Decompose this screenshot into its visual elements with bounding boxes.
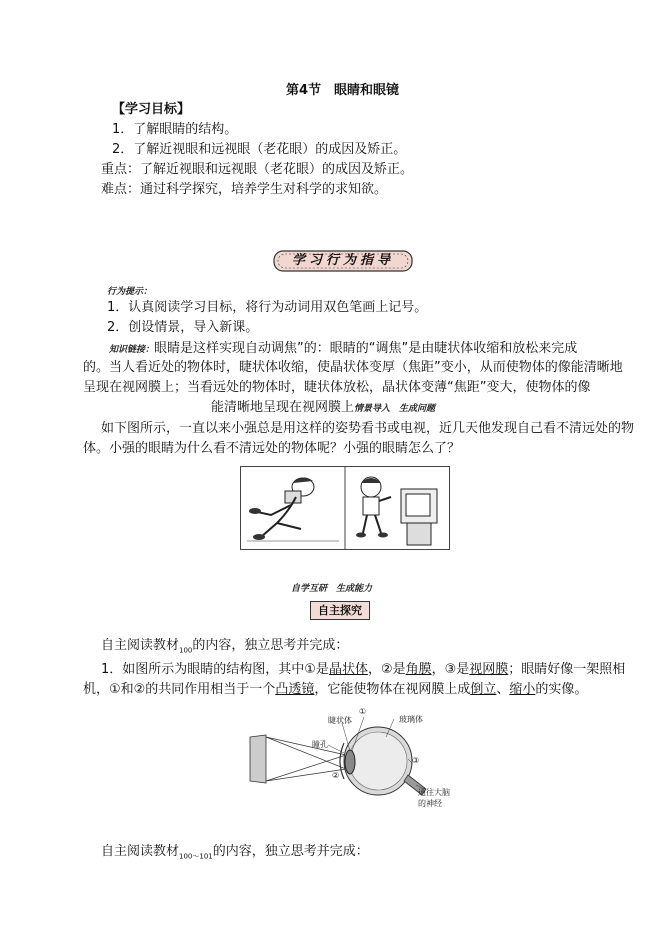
answer-convex-lens: 凸透镜 — [275, 682, 315, 697]
link-line-4 — [211, 399, 435, 418]
label-nerve-1: 通往大脑 — [418, 788, 450, 797]
q1-sep: 、 — [496, 682, 510, 697]
answer-reduced: 缩小 — [509, 682, 536, 697]
page-title: 第4节 眼睛和眼镜 — [286, 83, 400, 98]
question-1-line-2 — [83, 681, 587, 699]
q1-pre: 1．如图所示为眼睛的结构图，其中①是 — [101, 662, 329, 677]
answer-lens: 晶状体 — [328, 662, 368, 677]
read-1-page: 100 — [179, 646, 193, 655]
link-text-4: 能清晰地呈现在视网膜上 — [211, 400, 355, 415]
q1-l2-pre: 机，①和②的共同作用相当于一个 — [83, 682, 276, 697]
answer-inverted: 倒立 — [470, 682, 497, 697]
read-2-post: 的内容，独立思考并完成： — [212, 844, 369, 859]
label-num-3: ③ — [412, 756, 420, 765]
step-2: 2．创设情景，导入新课。 — [107, 320, 259, 335]
read-2-page: 100～101 — [179, 852, 213, 861]
label-pupil: 瞳孔 — [312, 740, 328, 749]
goal-2: 2．了解近视眼和远视眼（老花眼）的成因及矫正。 — [112, 142, 407, 157]
q1-post: ；眼睛好像一架照相 — [508, 662, 626, 677]
q1-l2-post: 的实像。 — [535, 682, 588, 697]
cartoon-drawing — [241, 467, 449, 549]
link-line-3: 呈现在视网膜上；当看远处的物体时，睫状体放松，晶状体变薄“焦距”变大，使物体的像 — [83, 380, 591, 395]
label-num-1: ① — [359, 707, 367, 716]
read-1-pre: 自主阅读教材 — [101, 638, 180, 653]
read-1-post: 的内容，独立思考并完成： — [192, 638, 349, 653]
label-num-2: ② — [332, 771, 340, 780]
link-line-1 — [109, 340, 577, 359]
question-1-line-1 — [101, 661, 625, 679]
difficulty: 难点：通过科学探究，培养学生对科学的求知欲。 — [101, 182, 388, 197]
link-label: 知识链接： — [109, 345, 155, 355]
link-text-1: 眼睛是这样实现自动调焦”的：眼睛的“调焦”是由睫状体收缩和放松来完成 — [154, 341, 578, 356]
para-1a: 如下图所示，一直以来小强总是用这样的姿势看书或电视，近几天他发现自己看不清远处的物 — [101, 421, 635, 436]
label-ciliary: 睫状体 — [328, 716, 352, 725]
read-1 — [101, 637, 348, 660]
q1-l2-mid: ，它能使物体在视网膜上成 — [314, 682, 471, 697]
goals-heading: 【学习目标】 — [112, 102, 191, 117]
label-nerve-2: 的神经 — [418, 799, 442, 808]
read-2-pre: 自主阅读教材 — [101, 844, 180, 859]
banner-text: 学习行为指导 — [291, 253, 394, 268]
goal-1: 1．了解眼睛的结构。 — [112, 122, 238, 137]
hint-label: 行为提示： — [107, 287, 153, 297]
key-point: 重点：了解近视眼和远视眼（老花眼）的成因及矫正。 — [101, 162, 414, 177]
label-vitreous: 玻璃体 — [399, 715, 423, 724]
self-study-tag: 自学互研 生成能力 — [291, 584, 373, 594]
link-line-2: 的。当人看近处的物体时，睫状体收缩，使晶状体变厚（焦距”变小，从而使物体的像能清晰地 — [83, 360, 623, 375]
step-1: 1．认真阅读学习目标，将行为动词用双色笔画上记号。 — [107, 300, 428, 315]
intro-tag: 情景导入 生成问题 — [354, 404, 436, 414]
cartoon-illustration — [240, 466, 450, 550]
eye-structure-diagram — [246, 707, 450, 810]
answer-cornea: 角膜 — [405, 662, 432, 677]
para-1b: 体。小强的眼睛为什么看不清远处的物体呢？小强的眼睛怎么了？ — [83, 441, 461, 456]
q1-m2: ，③是 — [431, 662, 470, 677]
read-2 — [101, 843, 369, 866]
q1-m1: ，②是 — [367, 662, 406, 677]
section-banner — [273, 250, 413, 272]
self-explore-box: 自主探究 — [310, 601, 370, 620]
answer-retina: 视网膜 — [469, 662, 509, 677]
